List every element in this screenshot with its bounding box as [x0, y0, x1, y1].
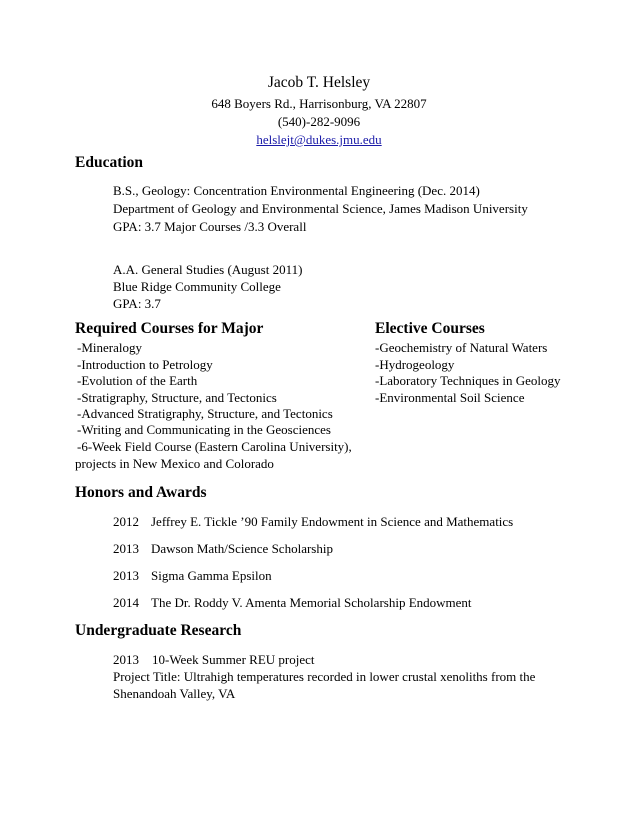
award-name: Sigma Gamma Epsilon [151, 568, 272, 583]
elective-courses-heading: Elective Courses [375, 320, 485, 337]
required-course-item: -Introduction to Petrology [77, 357, 213, 372]
award-year: 2014 [113, 595, 139, 610]
aa-school: Blue Ridge Community College [113, 279, 281, 294]
award-name: Jeffrey E. Tickle ’90 Family Endowment in Science and Mathematics [151, 514, 514, 529]
phone-number: (540)-282-9096 [277, 114, 361, 129]
email-line [0, 132, 638, 148]
required-course-item-continuation: projects in New Mexico and Colorado [75, 456, 274, 471]
award-year: 2013 [113, 568, 139, 583]
mailing-address: 648 Boyers Rd., Harrisonburg, VA 22807 [211, 96, 427, 111]
aa-degree: A.A. General Studies (August 2011) [113, 262, 303, 277]
required-course-item: -Mineralogy [77, 340, 142, 355]
elective-course-item: -Hydrogeology [375, 357, 455, 372]
required-course-item: -Advanced Stratigraphy, Structure, and Tectonics [77, 406, 333, 421]
research-title-continuation: Shenandoah Valley, VA [113, 686, 236, 701]
required-courses-heading: Required Courses for Major [75, 320, 264, 337]
education-heading: Education [75, 154, 144, 171]
elective-course-item: -Laboratory Techniques in Geology [375, 373, 561, 388]
elective-course-item: -Environmental Soil Science [375, 390, 525, 405]
honors-heading: Honors and Awards [75, 484, 207, 501]
award-year: 2012 [113, 514, 139, 529]
bs-gpa: GPA: 3.7 Major Courses /3.3 Overall [113, 219, 307, 234]
required-course-item: -Evolution of the Earth [77, 373, 198, 388]
award-name: Dawson Math/Science Scholarship [151, 541, 333, 556]
required-course-item: -Writing and Communicating in the Geosciences [77, 422, 331, 437]
email-link[interactable]: helslejt@dukes.jmu.edu [256, 132, 382, 147]
research-heading: Undergraduate Research [75, 622, 242, 639]
research-title: Project Title: Ultrahigh temperatures recorded in lower crustal xenoliths from the [113, 669, 536, 684]
bs-degree: B.S., Geology: Concentration Environmental Engineering (Dec. 2014) [113, 183, 480, 198]
award-year: 2013 [113, 541, 139, 556]
applicant-name: Jacob T. Helsley [267, 74, 371, 91]
required-course-item: -6-Week Field Course (Eastern Carolina University), [77, 439, 352, 454]
aa-gpa: GPA: 3.7 [113, 296, 161, 311]
required-course-item: -Stratigraphy, Structure, and Tectonics [77, 390, 277, 405]
award-name: The Dr. Roddy V. Amenta Memorial Scholarship Endowment [151, 595, 472, 610]
bs-department: Department of Geology and Environmental Science, James Madison University [113, 201, 528, 216]
elective-course-item: -Geochemistry of Natural Waters [375, 340, 548, 355]
research-project: 2013 10-Week Summer REU project [113, 652, 315, 667]
